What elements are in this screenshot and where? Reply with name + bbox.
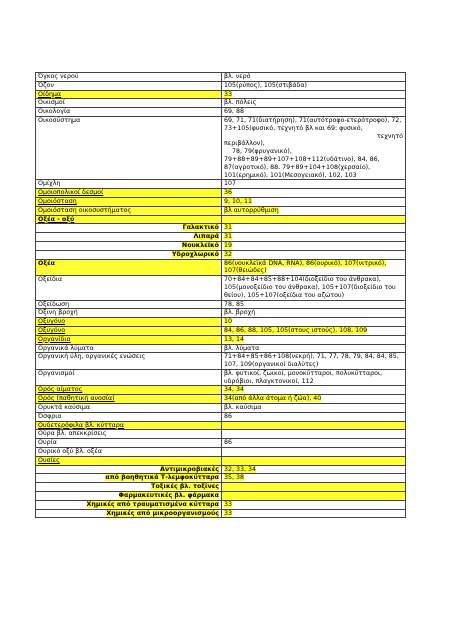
index-row: [36, 335, 406, 344]
index-ref-line: βλ. φυτικοί, ζωικοί, μονοκύτταροι, πολυκύτταροι, υδρόβιοι, πλαγκτονικοί, 112: [224, 369, 383, 385]
ref-highlight: 33: [224, 500, 233, 508]
index-refs: [222, 81, 406, 90]
index-refs: [222, 500, 406, 509]
index-refs: [222, 259, 406, 276]
index-row: [36, 197, 406, 206]
index-term: Ορυκτά καύσιμα: [36, 404, 222, 413]
index-refs: [222, 456, 406, 465]
index-term: Οργανίδια: [36, 335, 222, 344]
index-refs: [222, 448, 406, 457]
ref-highlight: 10: [224, 318, 233, 326]
index-row: [36, 386, 406, 395]
ref-highlight: βλ αυτορρύθμιση: [224, 206, 279, 214]
index-refs: [222, 99, 406, 108]
index-row: [36, 276, 406, 300]
index-subterm: Υδροχλωρικό: [172, 250, 219, 258]
index-ref-line: [224, 233, 403, 241]
index-row: [36, 326, 406, 335]
index-term: Οξείδια: [36, 276, 222, 300]
index-refs: [222, 215, 406, 224]
index-refs: [222, 465, 406, 474]
index-row: [36, 215, 406, 224]
index-term: [36, 500, 222, 509]
index-ref-line: [224, 260, 403, 276]
index-subterm: Φαρμακευτικές βλ. φάρμακα: [118, 492, 219, 500]
ref-highlight: 9, 10, 11: [224, 197, 253, 205]
index-ref-line: τεχνητό: [377, 132, 403, 140]
index-row: [36, 353, 406, 370]
index-subterm: Χημικές από τραυματισμένα κύτταρα: [86, 500, 219, 508]
index-refs: [222, 108, 406, 117]
index-row: [36, 189, 406, 198]
ref-highlight: 19: [224, 241, 233, 249]
index-row: [36, 448, 406, 457]
index-ref-line: βλ. βροχή: [224, 309, 256, 317]
index-row: [36, 309, 406, 318]
index-subterm: από βοηθητικά Τ-λεμφοκύτταρα: [105, 474, 219, 482]
index-ref-line: [224, 386, 403, 394]
index-row: [36, 81, 406, 90]
index-term: Ούρα βλ. απεκκρίσεις: [36, 430, 222, 439]
index-refs: [222, 180, 406, 189]
index-subterm: Αντιμικροβιακές: [159, 465, 219, 473]
index-ref-line: 78, 79(φρυγανικό),: [232, 148, 292, 156]
index-refs: [222, 300, 406, 309]
index-term: Οργανική ύλη, οργανικές ενώσεις: [36, 353, 222, 370]
index-ref-line: [224, 198, 403, 206]
ref-highlight: 34(από άλλα άτομα ή ζώα), 40: [224, 395, 322, 403]
index-refs: [222, 326, 406, 335]
index-term: Όσφρια: [36, 412, 222, 421]
index-ref-line: [224, 91, 403, 99]
index-term: Οικολογία: [36, 108, 222, 117]
index-row: [36, 500, 406, 509]
index-term: Οίδημα: [36, 90, 222, 99]
index-ref-line: [224, 242, 403, 250]
index-term: Ουρικό οξύ βλ. οξέα: [36, 448, 222, 457]
index-ref-line: 107: [224, 180, 237, 188]
ref-highlight: 84, 86, 88, 105, 105(στους ιστούς), 108, 109: [224, 326, 368, 334]
index-refs: [222, 421, 406, 430]
index-term: [36, 483, 222, 492]
index-ref-line: [224, 207, 403, 215]
index-term: Ομοιόσταση οικοσυστήματος: [36, 206, 222, 215]
ref-highlight: 31: [224, 233, 233, 241]
index-refs: [222, 224, 406, 233]
index-row: [36, 259, 406, 276]
ref-highlight: 32: [224, 250, 233, 258]
index-term: Οξυγόνο: [36, 326, 222, 335]
index-ref-line: 105(ρύπος), 105(στιβάδα): [224, 81, 307, 89]
index-row: [36, 430, 406, 439]
index-ref-line: [224, 189, 403, 197]
index-refs: [222, 318, 406, 327]
index-ref-line: [224, 466, 403, 474]
index-subterm: Χημικές από μικροοργανισμούς: [106, 509, 219, 517]
index-row: [36, 233, 406, 242]
index-refs: [222, 250, 406, 259]
index-term: [36, 241, 222, 250]
index-row: [36, 456, 406, 465]
index-refs: [222, 90, 406, 99]
ref-highlight: 32, 33, 34: [224, 465, 257, 473]
index-refs: [222, 233, 406, 242]
index-subterm: Γαλακτικό: [182, 224, 219, 232]
index-refs: [222, 474, 406, 483]
index-ref-line: [224, 224, 403, 232]
index-term: [36, 492, 222, 501]
index-row: [36, 99, 406, 108]
index-ref-line: 78, 85: [224, 300, 245, 308]
index-refs: [222, 430, 406, 439]
index-ref-line: [224, 318, 403, 326]
index-term: Ορός (παθητική ανοσία): [36, 395, 222, 404]
index-ref-line: βλ. λύματα: [224, 344, 260, 352]
index-term: Όζον: [36, 81, 222, 90]
index-refs: [222, 276, 406, 300]
index-row: [36, 509, 406, 518]
ref-highlight: 33: [224, 509, 233, 517]
index-ref-line: βλ. καύσιμα: [224, 404, 262, 412]
index-refs: [222, 509, 406, 518]
index-ref-line: [224, 251, 403, 259]
index-refs: [222, 241, 406, 250]
index-refs: [222, 386, 406, 395]
index-ref-line: 69, 88: [224, 108, 245, 116]
index-refs: [222, 189, 406, 198]
index-refs: [222, 483, 406, 492]
index-refs: [222, 369, 406, 386]
index-ref-line: 70+84+84+85+88+104(διοξείδιο του άνθρακα), 105(μονοξείδιο του άνθρακα), 105+107(διοξείδιο του θείου), 105+107(οξείδια του αζώτου): [224, 276, 396, 299]
index-term: Ομοιόσταση: [36, 197, 222, 206]
index-term: Ουσίες: [36, 456, 222, 465]
index-refs: [222, 344, 406, 353]
index-subterm: Λιπαρά: [193, 233, 219, 241]
index-ref-line: βλ. πόλεις: [224, 99, 257, 107]
index-row: [36, 241, 406, 250]
index-row: [36, 90, 406, 99]
index-refs: [222, 335, 406, 344]
ref-highlight: 31: [224, 224, 233, 232]
index-row: [36, 395, 406, 404]
index-row: [36, 474, 406, 483]
index-refs: [222, 197, 406, 206]
index-term: Οικοσύστημα: [36, 116, 222, 179]
index-row: [36, 483, 406, 492]
index-row: [36, 224, 406, 233]
ref-highlight: 33: [224, 90, 233, 98]
index-row: [36, 206, 406, 215]
index-ref-line: 86: [224, 439, 233, 447]
index-term: [36, 474, 222, 483]
index-term: Ουδετερόφιλα βλ. κύτταρα: [36, 421, 222, 430]
index-term: Οξυγόνο: [36, 318, 222, 327]
index-ref-line: [224, 327, 403, 335]
index-refs: [222, 492, 406, 501]
index-refs: [222, 404, 406, 413]
index-term: Οικισμοί: [36, 99, 222, 108]
index-row: [36, 318, 406, 327]
index-term: [36, 465, 222, 474]
index-refs: [222, 439, 406, 448]
index-row: [36, 412, 406, 421]
index-term: [36, 233, 222, 242]
index-term: Ουρία: [36, 439, 222, 448]
ref-highlight: 13, 14: [224, 335, 245, 343]
index-term: [36, 509, 222, 518]
index-term: Οξείδωση: [36, 300, 222, 309]
index-term: Ομίχλη: [36, 180, 222, 189]
index-term: Όξινη βροχή: [36, 309, 222, 318]
index-refs: [222, 73, 406, 82]
index-row: [36, 344, 406, 353]
index-table: [35, 72, 406, 518]
index-term: Όγκος νερού: [36, 73, 222, 82]
index-ref-line: [224, 501, 403, 509]
index-refs: [222, 309, 406, 318]
index-ref-line: 86: [224, 412, 233, 420]
index-term: Ορός αίματος: [36, 386, 222, 395]
index-term: Ομοιοπολικοί δεσμοί: [36, 189, 222, 198]
index-ref-line: 79+88+89+89+107+108+112(υδάτινο), 84, 86, 87(αγροτικό), 88, 79+89+104+108(χερσαίο), 101(ερημικό), 101(Μεσογειακό), 102, 103: [224, 155, 380, 179]
index-ref-line: [224, 395, 403, 403]
index-row: [36, 300, 406, 309]
index-row: [36, 465, 406, 474]
ref-highlight: 36: [224, 189, 233, 197]
index-ref-line: 71+84+85+86+108(νεκρή), 71, 77, 78, 79, 84, 84, 85, 107, 109(οργανικοί διαλύτες): [224, 353, 399, 369]
index-refs: [222, 206, 406, 215]
index-row: [36, 439, 406, 448]
index-refs: [222, 116, 406, 179]
index-refs: [222, 412, 406, 421]
index-row: [36, 404, 406, 413]
index-term: Οργανικά λύματα: [36, 344, 222, 353]
index-term: Οξέα: [36, 259, 222, 276]
index-term: [36, 250, 222, 259]
index-refs: [222, 395, 406, 404]
index-row: [36, 492, 406, 501]
ref-highlight: 34, 34: [224, 386, 245, 394]
index-row: [36, 250, 406, 259]
index-ref-line: βλ. νερό: [224, 73, 251, 80]
index-term: Οργανισμοί: [36, 369, 222, 386]
index-term: [36, 224, 222, 233]
index-ref-line: 69, 71, 71(διατήρηση), 71(αυτότροφο-ετερότροφο), 72, 73+105(φυσικό, τεχνητό βλ και 69: φυσικό,: [224, 116, 402, 132]
index-row: [36, 73, 406, 82]
index-ref-line: [224, 336, 403, 344]
index-term: Οξέα - οξύ: [36, 215, 222, 224]
index-row: [36, 180, 406, 189]
index-row: [36, 108, 406, 117]
index-ref-line: [224, 510, 403, 518]
index-row: [36, 369, 406, 386]
index-refs: [222, 353, 406, 370]
ref-highlight: 86(νουκλεϊκά DNA, RNA), 86(ουρικό), 107(νιτρικό), 107(θειώδες): [224, 259, 387, 275]
index-subterm: Τοξικές βλ. τοξίνες: [151, 483, 219, 491]
index-row: [36, 421, 406, 430]
index-row: [36, 116, 406, 179]
ref-highlight: 35, 38: [224, 474, 245, 482]
index-ref-line: [224, 474, 403, 482]
index-ref-line: περιβάλλον),: [224, 140, 265, 148]
index-subterm: Νουκλεϊκό: [181, 241, 219, 249]
